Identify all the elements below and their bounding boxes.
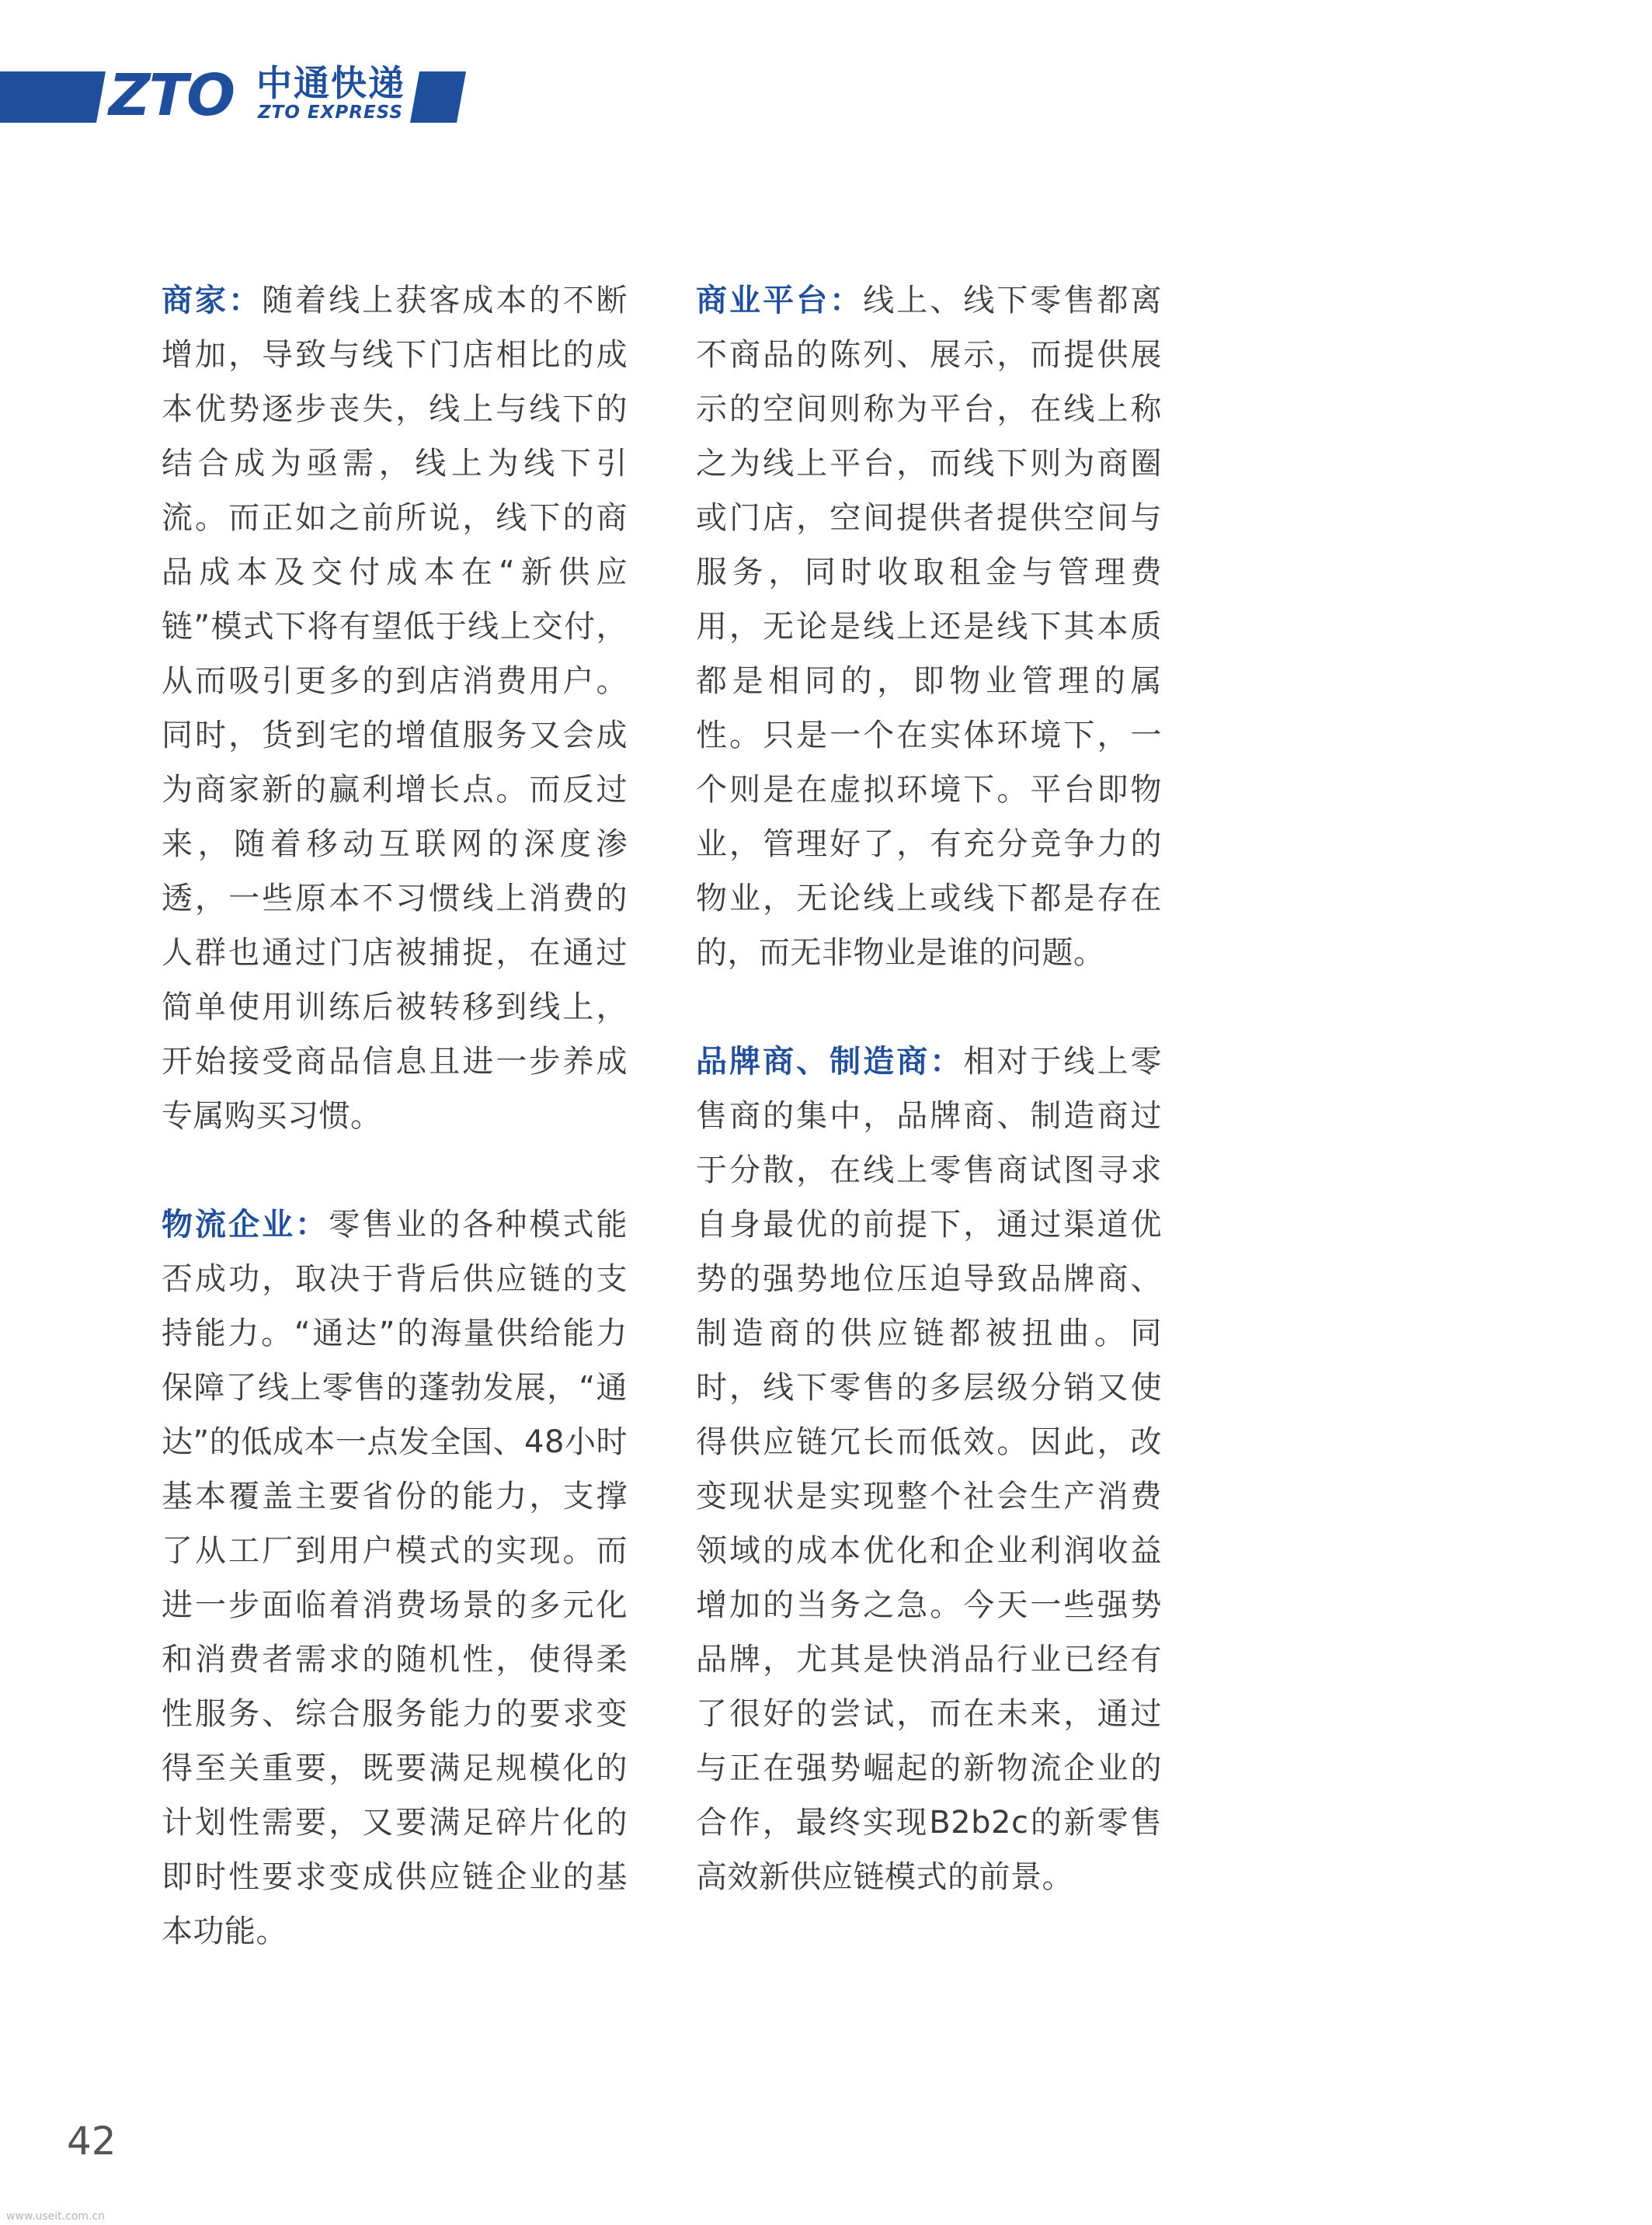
paragraph-body: 随着线上获客成本的不断增加，导致与线下门店相比的成本优势逐步丧失，线上与线下的结合成为亟需，线上为线下引流。而正如之前所说，线下的商品成本及交付成本在“新供应链”模式下将有望低于线上交付，从而吸引更多的到店消费用户。同时，货到宅的增值服务又会成为商家新的赢利增长点。而反过来，随着移动互联网的深度渗透，一些原本不习惯线上消费的人群也通过门店被捕捉，在通过简单使用训练后被转移到线上，开始接受商品信息且进一步养成专属购买习惯。 bbox=[162, 283, 628, 1134]
paragraph-lead: 品牌商、制造商： bbox=[696, 1044, 964, 1079]
paragraph-platforms bbox=[696, 273, 1162, 980]
paragraph-lead: 物流企业： bbox=[162, 1207, 329, 1243]
paragraph-body: 零售业的各种模式能否成功，取决于背后供应链的支持能力。“通达”的海量供给能力保障了线上零售的蓬勃发展，“通达”的低成本一点发全国、48小时基本覆盖主要省份的能力，支撑了从工厂到用户模式的实现。而进一步面临着消费场景的多元化和消费者需求的随机性，使得柔性服务、综合服务能力的要求变得至关重要，既要满足规模化的计划性需要，又要满足碎片化的即时性要求变成供应链企业的基本功能。 bbox=[162, 1207, 628, 1949]
left-column bbox=[162, 273, 628, 2013]
paragraph-brands-manufacturers bbox=[696, 1034, 1162, 1904]
paragraph-body: 相对于线上零售商的集中，品牌商、制造商过于分散，在线上零售商试图寻求自身最优的前提下，通过渠道优势的强势地位压迫导致品牌商、制造商的供应链都被扭曲。同时，线下零售的多层级分销又使得供应链冗长而低效。因此，改变现状是实现整个社会生产消费领域的成本优化和企业利润收益增加的当务之急。今天一些强势品牌，尤其是快消品行业已经有了很好的尝试，而在未来，通过与正在强势崛起的新物流企业的合作，最终实现B2b2c的新零售高效新供应链模式的前景。 bbox=[696, 1044, 1163, 1895]
paragraph-merchants bbox=[162, 273, 628, 1143]
logo-band-left-shape bbox=[0, 71, 106, 123]
zto-logo-chinese: 中通快递 bbox=[256, 62, 405, 104]
paragraph-lead: 商业平台： bbox=[696, 283, 864, 318]
right-column bbox=[696, 273, 1162, 1959]
logo-band-right-shape bbox=[410, 71, 466, 123]
zto-logo-mark: ZTO bbox=[109, 62, 235, 129]
zto-logo-english: ZTO EXPRESS bbox=[258, 103, 403, 123]
paragraph-body: 线上、线下零售都离不商品的陈列、展示，而提供展示的空间则称为平台，在线上称之为线上平台，而线下则为商圈或门店，空间提供者提供空间与服务，同时收取租金与管理费用，无论是线上还是线下其本质都是相同的，即物业管理的属性。只是一个在实体环境下，一个则是在虚拟环境下。平台即物业，管理好了，有充分竞争力的物业，无论线上或线下都是存在的，而无非物业是谁的问题。 bbox=[696, 283, 1163, 971]
footer-watermark: www.useit.com.cn bbox=[6, 2210, 106, 2223]
paragraph-lead: 商家： bbox=[162, 283, 263, 318]
page-number: 42 bbox=[67, 2119, 117, 2164]
paragraph-logistics bbox=[162, 1198, 628, 1959]
